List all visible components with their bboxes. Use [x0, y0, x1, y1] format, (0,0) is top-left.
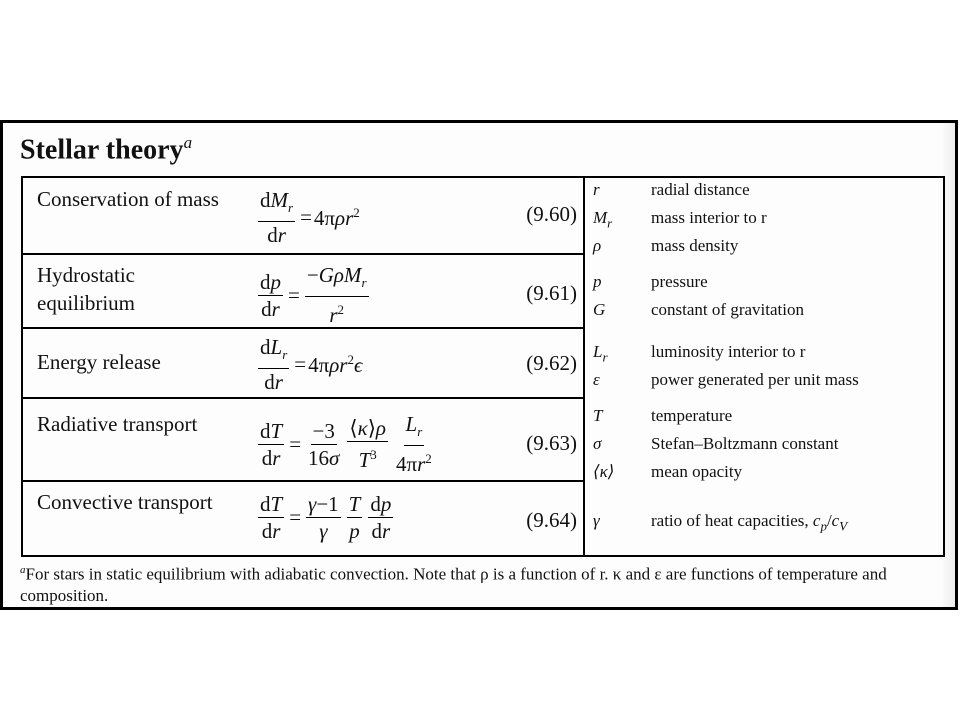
- equation-row: [23, 482, 583, 557]
- legend-description: mass interior to r: [651, 208, 767, 227]
- equation-formula: $\frac{dM_r}{dr}$ = 4πρr$^2$: [260, 188, 360, 248]
- equation-formula: $\frac{dT}{dr}$ = $\frac{\gamma-1}{\gamma}$ $\frac{T}{p}$ $\frac{dp}{dr}$: [260, 492, 392, 543]
- table-scan: [0, 120, 958, 610]
- equation-name: Convective transport: [37, 490, 213, 514]
- legend-description: constant of gravitation: [651, 300, 804, 319]
- equation-formula: $\frac{dT}{dr}$ = $\frac{-3}{16\sigma}$ $\frac{⟨\kappa⟩\rho}{T^3}$ $\frac{L_r}{4\pi r^2}$: [260, 412, 432, 477]
- table-title: [20, 133, 192, 166]
- equation-row: [23, 255, 583, 329]
- legend-description: Stefan–Boltzmann constant: [651, 434, 839, 453]
- footnote-text: For stars in static equilibrium with adiabatic convection. Note that ρ is a function of r. κ and ε are functions of temperature and composition.: [20, 564, 887, 605]
- legend-description: power generated per unit mass: [651, 370, 859, 389]
- equation-name: Conservation of mass: [37, 187, 219, 211]
- equation-name: Radiative transport: [37, 412, 198, 436]
- equation-formula: $\frac{dL_r}{dr}$ = 4πρr$^2$ϵ: [260, 335, 363, 395]
- legend-description: ratio of heat capacities, $c_p/c_V$: [651, 511, 848, 534]
- title-footnote-mark: a: [183, 133, 193, 152]
- equation-number: (9.61): [526, 281, 577, 305]
- legend-symbol: ⟨κ⟩: [593, 462, 615, 481]
- legend-description: mean opacity: [651, 462, 743, 481]
- legend-symbol: G: [593, 300, 606, 319]
- equation-name: Hydrostatic equilibrium: [37, 263, 135, 315]
- legend-symbol: ρ: [593, 236, 602, 255]
- legend-symbol: r: [593, 180, 600, 199]
- legend-symbol: $L_r$: [593, 342, 608, 365]
- equation-formula: $\frac{dp}{dr}$ = $\frac{-G\rho M_r}{r^2}$: [260, 263, 367, 328]
- equation-number: (9.64): [526, 508, 577, 532]
- equation-name: Energy release: [37, 350, 161, 374]
- equation-row: [23, 399, 583, 482]
- equations-table: [21, 176, 945, 557]
- equation-number: (9.62): [526, 351, 577, 375]
- legend-symbol: σ: [593, 434, 602, 453]
- title-text: Stellar theory: [20, 134, 184, 166]
- equation-number: (9.60): [526, 202, 577, 226]
- equation-number: (9.63): [526, 431, 577, 455]
- legend-description: radial distance: [651, 180, 750, 199]
- table-footnote: [20, 560, 946, 606]
- legend-symbol: $M_r$: [593, 208, 613, 231]
- legend-symbol: ε: [593, 370, 600, 389]
- legend-symbol: T: [593, 406, 603, 425]
- equation-row: [23, 178, 583, 255]
- symbol-legend: [585, 178, 945, 555]
- legend-description: temperature: [651, 406, 733, 425]
- legend-description: mass density: [651, 236, 739, 255]
- footnote-mark: a: [20, 564, 26, 576]
- legend-symbol: p: [593, 272, 602, 291]
- equation-row: [23, 329, 583, 399]
- legend-description: luminosity interior to r: [651, 342, 806, 361]
- legend-description: pressure: [651, 272, 708, 291]
- legend-symbol: γ: [593, 511, 600, 530]
